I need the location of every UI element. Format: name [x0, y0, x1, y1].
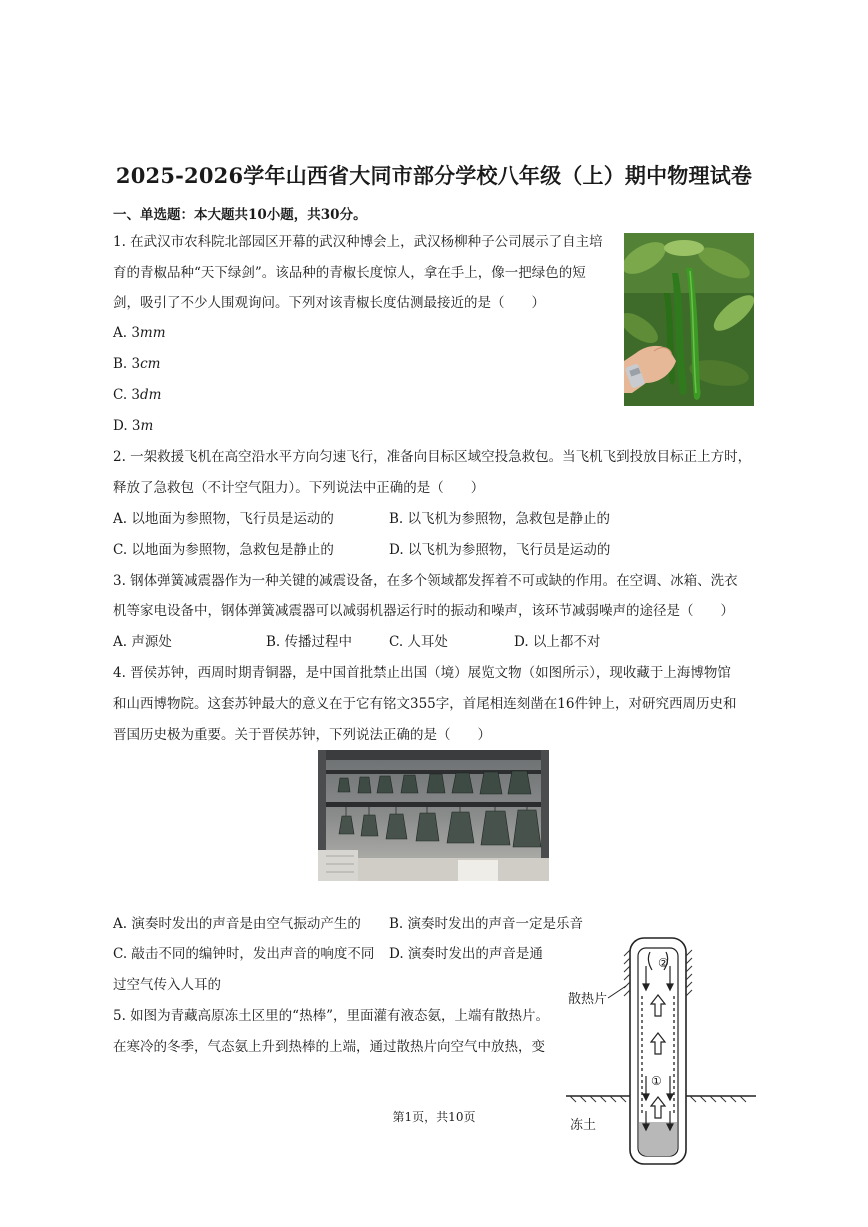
- q1-option-c-unit: dm: [140, 387, 162, 403]
- q4-option-b: B. 演奏时发出的声音一定是乐音: [389, 916, 584, 932]
- q1-line-3: 剑，吸引了不少人围观询问。下列对该青椒长度估测最接近的是（ ）: [113, 295, 545, 311]
- q1-option-b-text: B. 3: [113, 356, 141, 372]
- q4-option-d: D. 演奏时发出的声音是通: [389, 946, 543, 962]
- q1-option-d: [113, 416, 153, 436]
- q2-line-1: 2. 一架救援飞机在高空沿水平方向匀速飞行，准备向目标区域空投急救包。当飞机飞到投放目标正上方时，: [113, 449, 752, 465]
- q1-option-a-text: A. 3: [113, 325, 140, 341]
- q1-option-a: [113, 323, 166, 343]
- page-title: 2025-2026学年山西省大同市部分学校八年级（上）期中物理试卷: [115, 163, 753, 188]
- q1-option-a-unit: mm: [139, 325, 166, 341]
- q2-option-b: B. 以飞机为参照物，急救包是静止的: [389, 511, 611, 527]
- diagram-mark-1: ①: [651, 1074, 662, 1088]
- q1-option-d-unit: m: [140, 418, 154, 434]
- q1-line-2: 育的青椒品种“天下绿剑”。该品种的青椒长度惊人，拿在手上，像一把绿色的短: [113, 265, 586, 281]
- q5-line-1: 5. 如图为青藏高原冻土区里的“热棒”，里面灌有液态氨，上端有散热片。: [113, 1008, 549, 1024]
- q5-line-2: 在寒冷的冬季，气态氨上升到热棒的上端，通过散热片向空气中放热，变: [113, 1039, 545, 1055]
- diagram-mark-2: ②: [658, 956, 669, 970]
- q3-line-1: 3. 钢体弹簧减震器作为一种关键的减震设备，在多个领域都发挥着不可或缺的作用。在空调、冰箱、洗衣: [113, 573, 738, 589]
- q4-line-3: 晋国历史极为重要。关于晋侯苏钟，下列说法正确的是（ ）: [113, 727, 491, 743]
- q1-option-b: [113, 354, 160, 374]
- pepper-photo: [624, 233, 754, 406]
- page-footer: 第1页，共10页: [392, 1110, 476, 1124]
- section-heading: 一、单选题：本大题共10小题，共30分。: [113, 207, 367, 223]
- diagram-label-soil: 冻土: [570, 1118, 597, 1133]
- q3-option-a: A. 声源处: [113, 634, 172, 650]
- q1-line-1: 1. 在武汉市农科院北部园区开幕的武汉种博会上，武汉杨柳种子公司展示了自主培: [113, 234, 603, 250]
- q2-option-d: D. 以飞机为参照物，飞行员是运动的: [389, 542, 611, 558]
- q3-option-b: B. 传播过程中: [266, 634, 353, 650]
- q1-option-b-unit: cm: [140, 356, 161, 372]
- q4-line-2: 和山西博物院。这套苏钟最大的意义在于它有铭文355字，首尾相连刻凿在16件钟上，对研究西周历史和: [113, 696, 737, 712]
- q4-line-1: 4. 晋侯苏钟，西周时期青铜器，是中国首批禁止出国（境）展览文物（如图所示），现收藏于上海博物馆: [113, 665, 731, 681]
- diagram-label-fins: 散热片: [568, 992, 608, 1007]
- q4-option-a: A. 演奏时发出的声音是由空气振动产生的: [113, 916, 361, 932]
- bronze-bells-photo: [318, 750, 549, 881]
- heat-pipe-diagram: [566, 936, 756, 1168]
- q4-option-c: C. 敲击不同的编钟时，发出声音的响度不同: [113, 946, 375, 962]
- q3-line-2: 机等家电设备中，钢体弹簧减震器可以减弱机器运行时的振动和噪声，该环节减弱噪声的途径是（ ）: [113, 603, 734, 619]
- q1-option-c: [113, 385, 161, 405]
- q3-option-c: C. 人耳处: [389, 634, 448, 650]
- q2-line-2: 释放了急救包（不计空气阻力）。下列说法中正确的是（ ）: [113, 480, 485, 496]
- q2-option-c: C. 以地面为参照物，急救包是静止的: [113, 542, 334, 558]
- q1-option-c-text: C. 3: [113, 387, 141, 403]
- q2-option-a: A. 以地面为参照物，飞行员是运动的: [113, 511, 334, 527]
- q3-option-d: D. 以上都不对: [514, 634, 601, 650]
- q1-option-d-text: D. 3: [113, 418, 141, 434]
- q4-option-d-cont: 过空气传入人耳的: [113, 977, 221, 993]
